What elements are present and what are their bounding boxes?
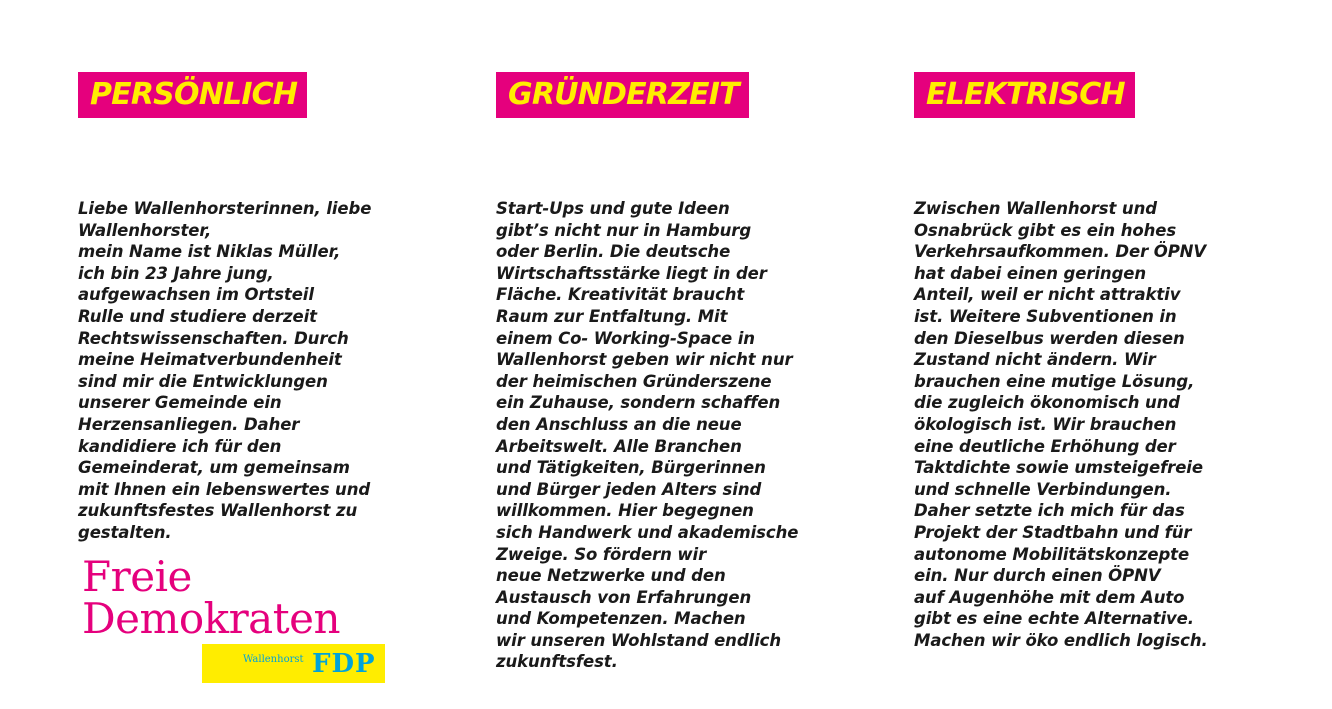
text-line: der heimischen Gründerszene: [496, 371, 772, 391]
text-line: Osnabrück gibt es ein hohes: [914, 220, 1177, 240]
text-line: willkommen. Hier begegnen: [496, 501, 754, 521]
body-text-persoenlich: [78, 198, 428, 544]
text-line: Taktdichte sowie umsteigefreie: [914, 458, 1203, 478]
text-line: und Tätigkeiten, Bürgerinnen: [496, 458, 766, 478]
text-line: Arbeitswelt. Alle Branchen: [496, 436, 742, 456]
text-line: Rechtswissenschaften. Durch: [78, 328, 349, 348]
text-line: zukunftsfestes Wallenhorst zu: [78, 501, 358, 521]
text-line: einem Co- Working-Space in: [496, 328, 755, 348]
heading-persoenlich: PERSÖNLICH: [78, 72, 307, 118]
text-line: brauchen eine mutige Lösung,: [914, 371, 1195, 391]
text-line: Wallenhorster,: [78, 220, 212, 240]
text-line: auf Augenhöhe mit dem Auto: [914, 587, 1185, 607]
text-line: Zwischen Wallenhorst und: [914, 199, 1157, 218]
body-text-elektrisch: [914, 198, 1274, 651]
text-line: unserer Gemeinde ein: [78, 393, 282, 413]
text-line: autonome Mobilitätskonzepte: [914, 544, 1190, 564]
text-line: Raum zur Entfaltung. Mit: [496, 306, 728, 326]
text-line: hat dabei einen geringen: [914, 263, 1147, 283]
text-line: und Bürger jeden Alters sind: [496, 479, 762, 499]
text-line: neue Netzwerke und den: [496, 566, 726, 586]
text-line: aufgewachsen im Ortsteil: [78, 285, 314, 305]
text-line: ökologisch ist. Wir brauchen: [914, 414, 1177, 434]
text-line: eine deutliche Erhöhung der: [914, 436, 1176, 456]
text-line: und Kompetenzen. Machen: [496, 609, 746, 629]
text-line: mit Ihnen ein lebenswertes und: [78, 479, 371, 499]
text-line: ein. Nur durch einen ÖPNV: [914, 566, 1161, 586]
text-line: den Dieselbus werden diesen: [914, 328, 1185, 348]
text-line: Liebe Wallenhorsterinnen, liebe: [78, 199, 372, 218]
text-line: sind mir die Entwicklungen: [78, 371, 328, 391]
text-line: zukunftsfest.: [496, 652, 618, 672]
text-line: wir unseren Wohlstand endlich: [496, 630, 781, 650]
text-line: Zustand nicht ändern. Wir: [914, 350, 1156, 370]
body-text-gruenderzeit: [496, 198, 856, 673]
text-line: Start-Ups und gute Ideen: [496, 199, 730, 218]
text-line: sich Handwerk und akademische: [496, 522, 799, 542]
logo-yellow-bar: [202, 644, 385, 683]
column-gruenderzeit: [496, 72, 856, 673]
logo-demokraten: Demokraten: [82, 594, 340, 643]
text-line: mein Name ist Niklas Müller,: [78, 242, 341, 262]
fdp-logo: [82, 552, 392, 686]
text-line: Austausch von Erfahrungen: [496, 587, 752, 607]
text-line: die zugleich ökonomisch und: [914, 393, 1181, 413]
text-line: Anteil, weil er nicht attraktiv: [914, 285, 1181, 305]
heading-elektrisch: ELEKTRISCH: [914, 72, 1135, 118]
column-persoenlich: [78, 72, 428, 544]
text-line: ich bin 23 Jahre jung,: [78, 263, 274, 283]
text-line: meine Heimatverbundenheit: [78, 350, 342, 370]
column-elektrisch: [914, 72, 1274, 651]
text-line: Herzensanliegen. Daher: [78, 414, 300, 434]
text-line: Fläche. Kreativität braucht: [496, 285, 745, 305]
logo-freie: Freie: [82, 552, 192, 601]
text-line: Wallenhorst geben wir nicht nur: [496, 350, 793, 370]
text-line: ein Zuhause, sondern schaffen: [496, 393, 781, 413]
logo-wallenhorst: Wallenhorst: [243, 654, 304, 665]
text-line: Verkehrsaufkommen. Der ÖPNV: [914, 242, 1207, 262]
heading-gruenderzeit: GRÜNDERZEIT: [496, 72, 749, 118]
text-line: oder Berlin. Die deutsche: [496, 242, 731, 262]
text-line: gestalten.: [78, 522, 172, 542]
text-line: Machen wir öko endlich logisch.: [914, 630, 1208, 650]
logo-fdp: FDP: [312, 649, 376, 679]
text-line: Zweige. So fördern wir: [496, 544, 707, 564]
text-line: gibt’s nicht nur in Hamburg: [496, 220, 752, 240]
text-line: Gemeinderat, um gemeinsam: [78, 458, 350, 478]
text-line: Daher setzte ich mich für das: [914, 501, 1185, 521]
text-line: ist. Weitere Subventionen in: [914, 306, 1177, 326]
text-line: und schnelle Verbindungen.: [914, 479, 1172, 499]
text-line: Wirtschaftsstärke liegt in der: [496, 263, 767, 283]
text-line: gibt es eine echte Alternative.: [914, 609, 1194, 629]
text-line: den Anschluss an die neue: [496, 414, 742, 434]
text-line: kandidiere ich für den: [78, 436, 282, 456]
text-line: Projekt der Stadtbahn und für: [914, 522, 1192, 542]
text-line: Rulle und studiere derzeit: [78, 306, 317, 326]
